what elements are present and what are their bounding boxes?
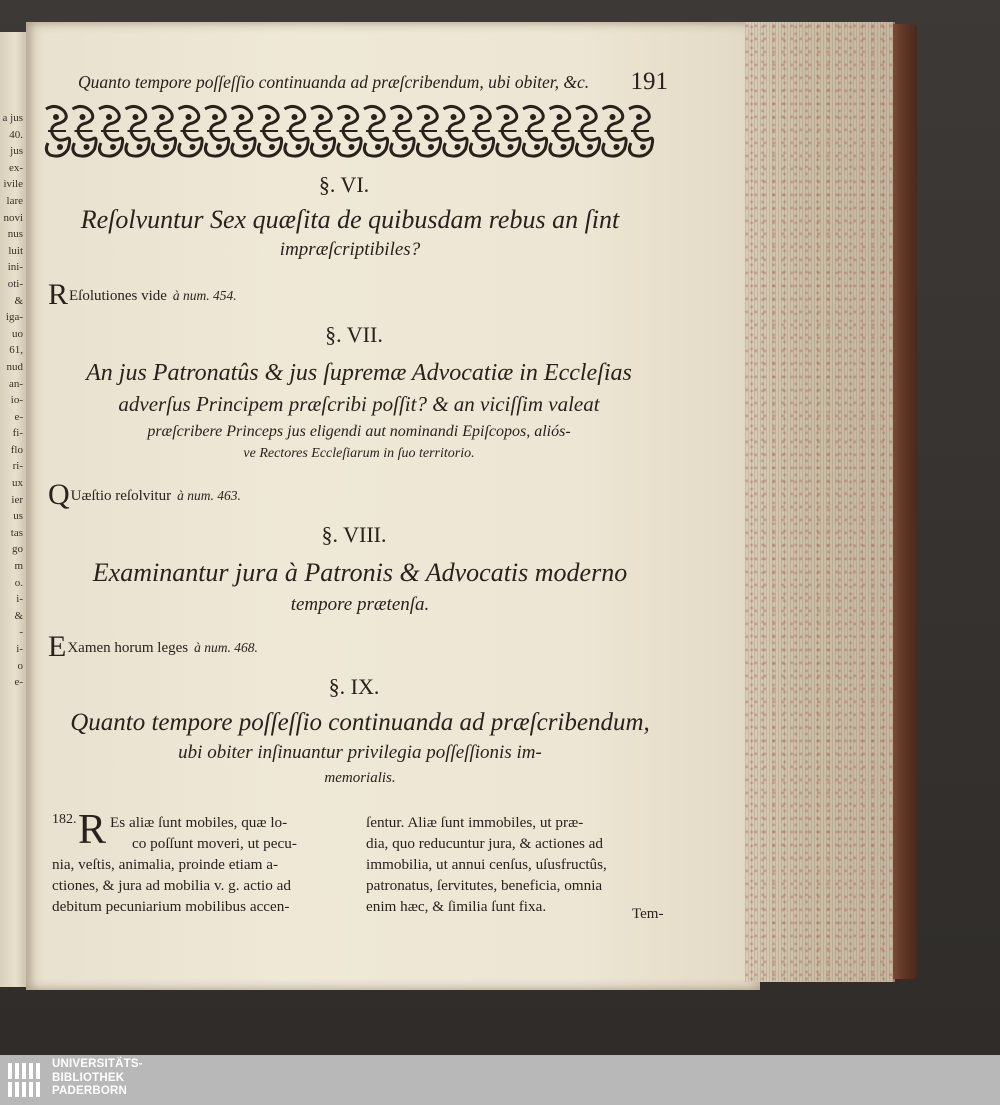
library-name-line: UNIVERSITÄTS- [52, 1058, 143, 1070]
page-block-edges [745, 22, 895, 982]
body-line: enim hæc, & ſimilia ſunt fixa. [366, 898, 547, 915]
margin-fragment: oti- [7, 277, 23, 290]
margin-fragment: lare [6, 194, 23, 207]
book-cover [893, 24, 917, 979]
library-logo-icon [6, 1061, 46, 1099]
library-name-line: PADERBORN [52, 1085, 128, 1097]
library-name-line: BIBLIOTHEK [52, 1071, 125, 1084]
library-footer-bar [0, 1055, 1000, 1105]
previous-page-margin-text [0, 110, 26, 691]
body-column-right [366, 812, 672, 917]
body-column-left [52, 807, 348, 917]
margin-fragment: i- [16, 643, 23, 655]
body-line: nia, veſtis, animalia, proinde etiam a- [52, 856, 279, 873]
heading-line: præſcribere Princeps jus eligendi aut nominandi Epiſcopos, aliós- [147, 423, 571, 440]
body-line: ctiones, & jura ad mobilia v. g. actio ad [52, 877, 291, 894]
library-name [52, 1058, 143, 1099]
body-line: ſentur. Aliæ ſunt immobiles, ut præ- [366, 814, 584, 831]
margin-fragment: iga- [5, 311, 23, 324]
ornament-band [42, 101, 666, 159]
heading-line: Reſolvuntur Sex quæſita de quibusdam rebus an ſint [80, 205, 620, 234]
section-heading-viii [60, 557, 660, 621]
margin-fragment: & [14, 294, 23, 307]
body-drop-initial: R [78, 807, 107, 853]
section-number-vii: §. VII. [325, 322, 383, 347]
margin-fragment: fi- [12, 427, 23, 440]
section-number-vi: §. VI. [318, 172, 370, 197]
margin-fragment: i- [16, 593, 23, 606]
margin-fragment: a jus [2, 112, 23, 124]
body-line: dia, quo reducuntur jura, & actiones ad [366, 835, 604, 852]
page-number: 191 [630, 68, 668, 95]
margin-fragment: nud [6, 360, 23, 373]
paragraph-reference: à num. 454. [172, 288, 237, 303]
section-paragraph-viii [48, 630, 258, 663]
margin-fragment: ivile [3, 178, 23, 191]
paragraph-text: Eſolutiones vide [69, 288, 167, 304]
drop-initial: Q [48, 478, 70, 511]
section-heading-ix [50, 708, 670, 788]
margin-fragment: nus [7, 228, 23, 241]
section-number-viii: §. VIII. [321, 522, 387, 547]
drop-initial: E [48, 630, 67, 663]
running-head-title: Quanto tempore poſſeſſio continuanda ad præſcribendum, ubi obiter, &c. [78, 72, 590, 92]
heading-line: Examinantur jura à Patronis & Advocatis moderno [92, 558, 628, 587]
margin-fragment: flo [10, 443, 23, 456]
margin-fragment: novi [3, 211, 23, 224]
heading-line: memorialis. [324, 770, 396, 786]
heading-line: adverſus Principem præſcribi poſſit? & an viciſſim valeat [118, 392, 600, 416]
margin-fragment: luit [8, 244, 23, 257]
paragraph-reference: à num. 468. [194, 640, 258, 655]
margin-fragment: io- [10, 394, 23, 407]
catchword: Tem- [632, 906, 664, 922]
paragraph-text: Uæſtio reſolvitur [70, 488, 172, 504]
body-line: immobilia, ut annui cenſus, uſusfructûs, [366, 856, 607, 873]
margin-fragment: us [13, 510, 23, 523]
margin-fragment: jus [10, 145, 23, 158]
heading-line: tempore prætenſa. [290, 594, 430, 615]
margin-fragment: e- [14, 410, 23, 423]
margin-fragment: ux [12, 477, 23, 490]
margin-fragment: & [14, 609, 23, 622]
previous-page-edge [0, 32, 27, 987]
margin-fragment: ier [11, 493, 23, 506]
margin-fragment: tas [10, 526, 23, 539]
section-heading-vi [60, 205, 640, 265]
heading-line: An jus Patronatûs & jus ſupremæ Advocatiæ in Eccleſias [86, 360, 632, 386]
section-number-ix: §. IX. [328, 674, 380, 699]
running-head [78, 68, 668, 100]
margin-fragment: ini- [7, 261, 23, 274]
margin-fragment: 40. [9, 128, 23, 141]
margin-fragment: ex- [8, 161, 23, 174]
margin-fragment: m [14, 560, 23, 573]
body-line: co poſſunt moveri, ut pecu- [132, 835, 297, 852]
heading-line: impræſcriptibiles? [279, 239, 421, 260]
heading-line: ubi obiter inſinuantur privilegia poſſeſſionis im- [178, 742, 542, 763]
heading-line: Quanto tempore poſſeſſio continuanda ad præſcribendum, [70, 709, 650, 736]
margin-fragment: o. [14, 576, 23, 589]
margin-fragment: e- [14, 676, 23, 689]
paragraph-text: Xamen horum leges [67, 640, 189, 656]
heading-line: ve Rectores Eccleſiarum in ſuo territorio. [243, 446, 475, 461]
section-heading-vii [44, 358, 674, 464]
margin-paragraph-number: 182. [52, 812, 77, 827]
section-paragraph-vii [48, 478, 241, 511]
margin-fragment: - [19, 626, 23, 639]
body-line: Es aliæ ſunt mobiles, quæ lo- [110, 814, 288, 831]
section-paragraph-vi [48, 278, 237, 311]
drop-initial: R [48, 278, 69, 311]
body-line: debitum pecuniarium mobilibus accen- [52, 898, 290, 915]
body-line: patronatus, ſervitutes, beneficia, omnia [366, 877, 603, 894]
margin-fragment: an- [8, 377, 23, 390]
paragraph-reference: à num. 463. [177, 488, 241, 503]
margin-fragment: go [12, 543, 23, 556]
margin-fragment: o [17, 659, 23, 672]
margin-fragment: 61, [9, 344, 23, 357]
margin-fragment: uo [12, 327, 23, 340]
margin-fragment: ri- [12, 460, 23, 473]
